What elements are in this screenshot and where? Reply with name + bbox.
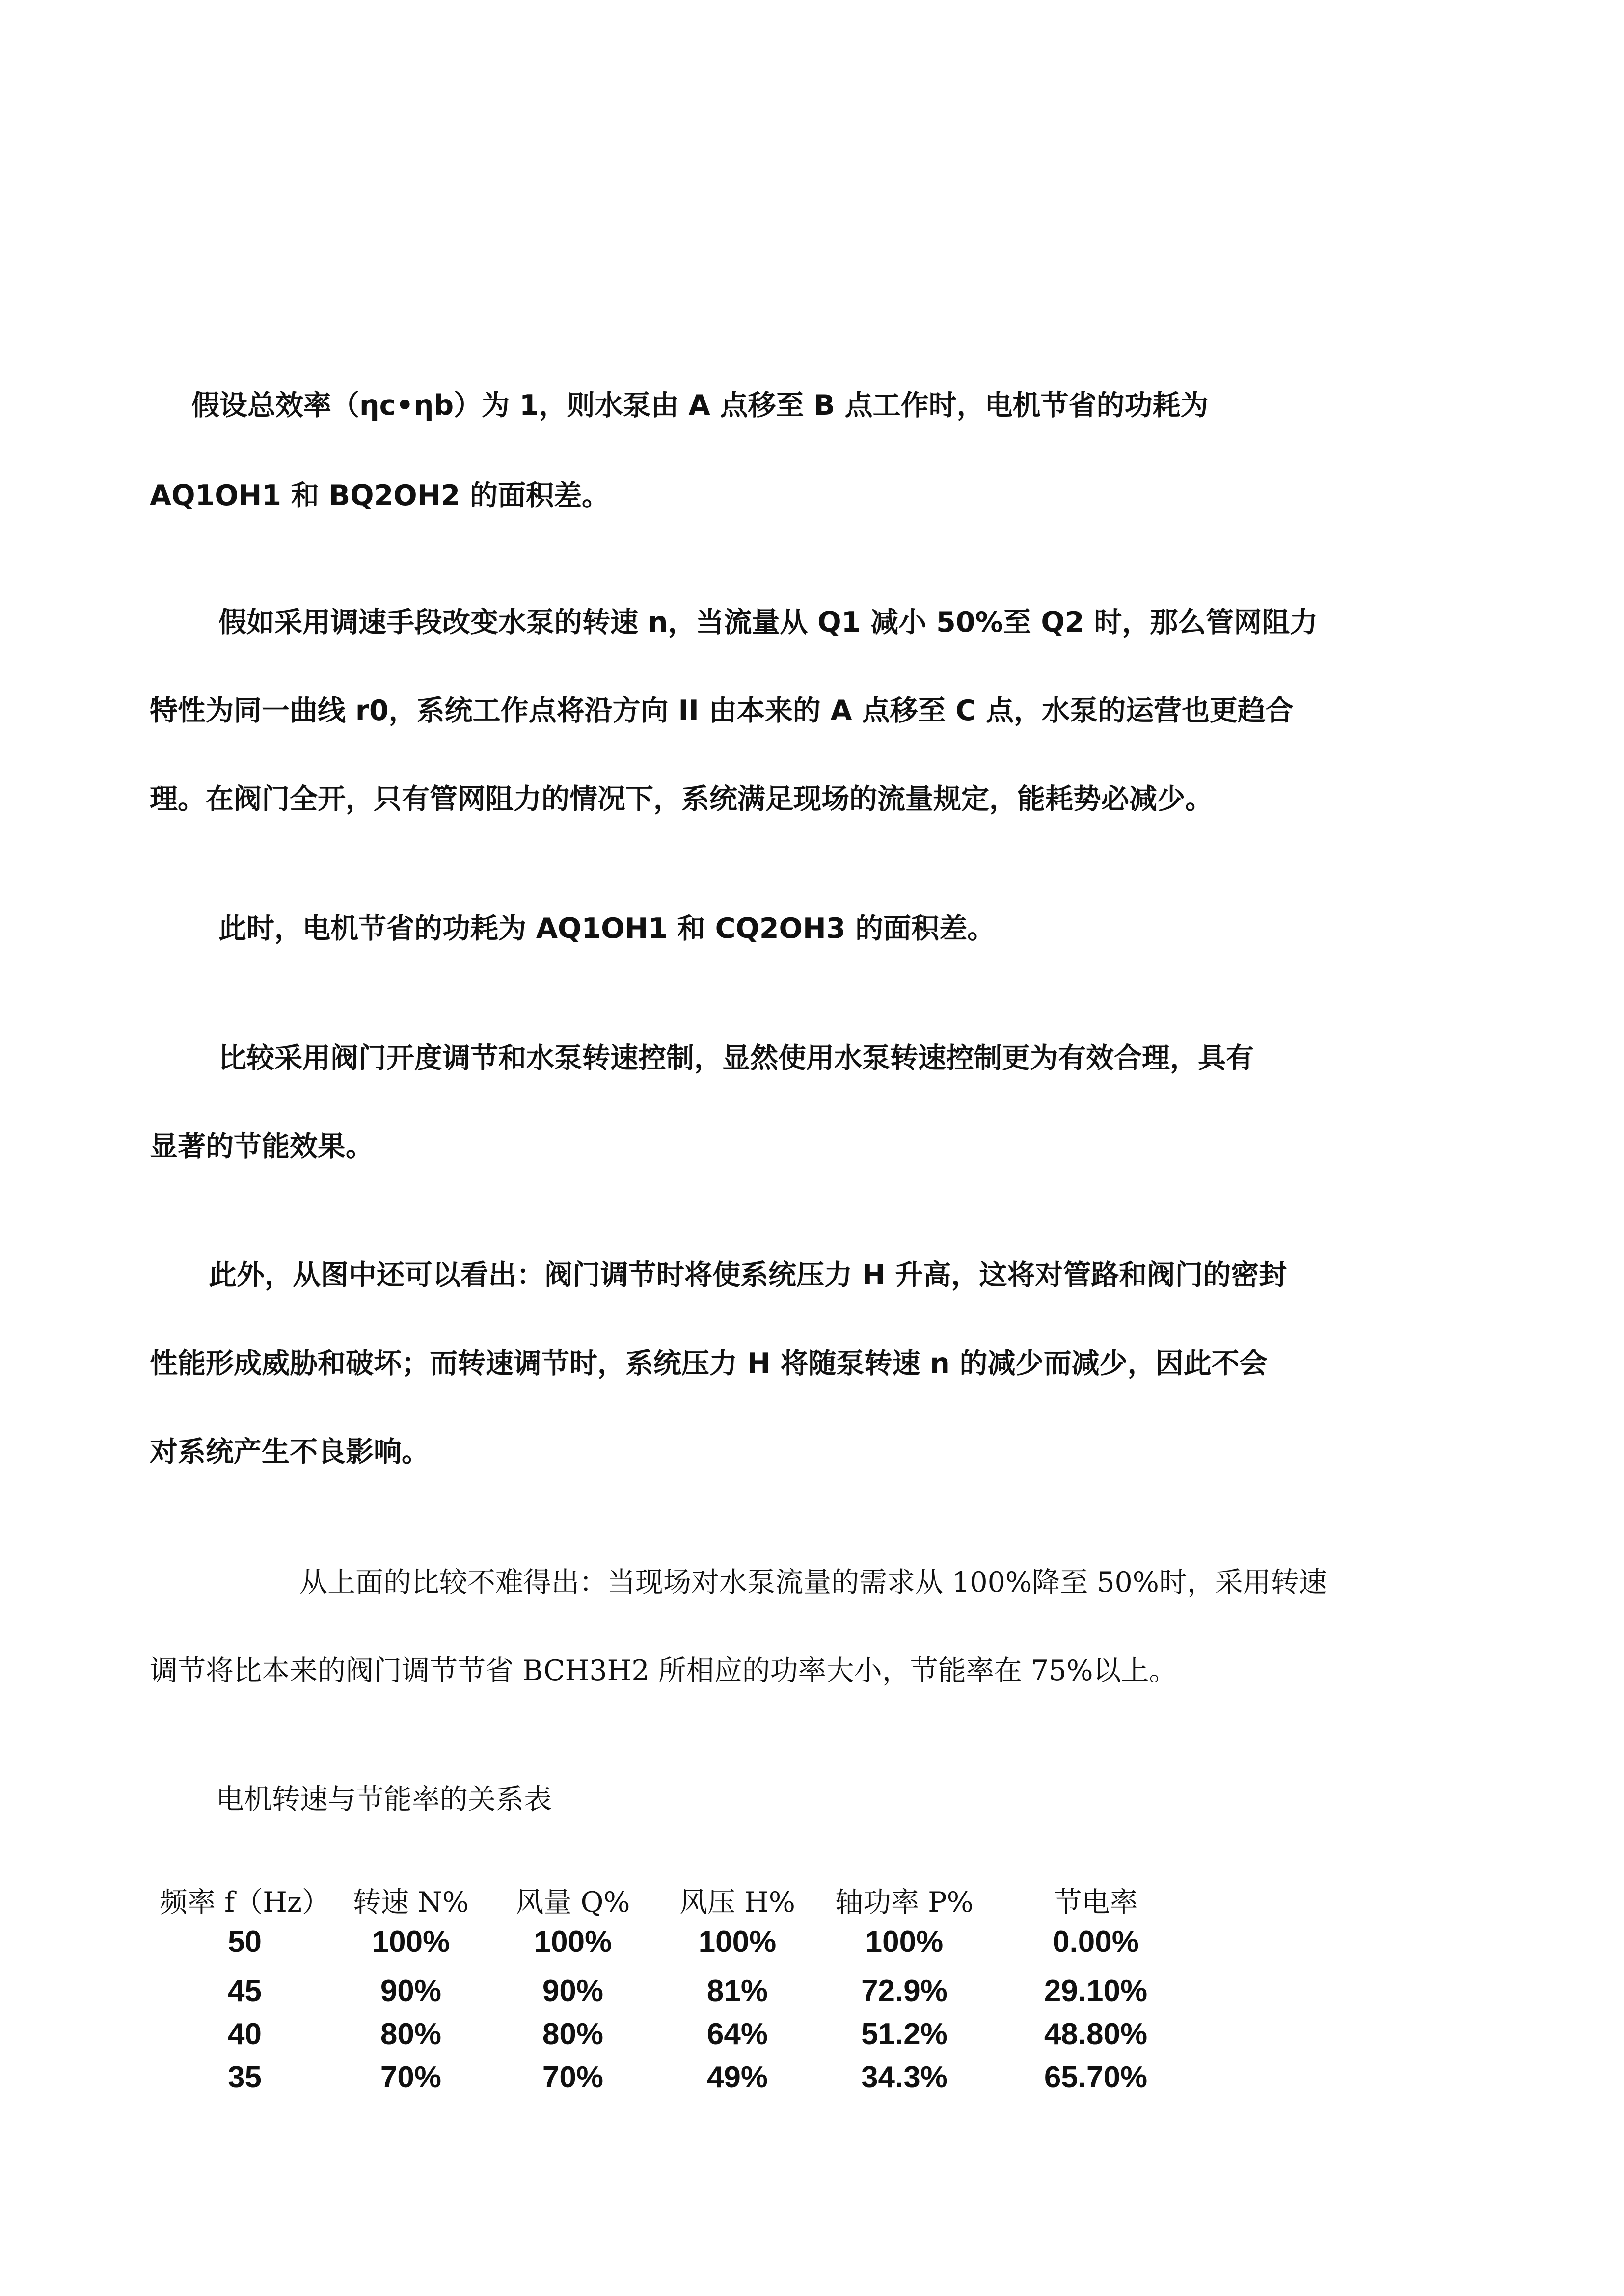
paragraph-1-line-1: 假设总效率（ηc•ηb）为 1，则水泵由 A 点移至 B 点工作时，电机节省的功耗为 bbox=[191, 389, 1209, 422]
header-shaft-power: 轴功率 P% bbox=[835, 1886, 974, 1919]
header-saving-rate: 节电率 bbox=[1054, 1886, 1138, 1919]
paragraph-6-line-1: 从上面的比较不难得出：当现场对水泵流量的需求从 100%降至 50%时，采用转速 bbox=[299, 1566, 1327, 1599]
table-cell: 64% bbox=[706, 2017, 768, 2051]
table-cell: 100% bbox=[865, 1924, 944, 1959]
table-cell: 80% bbox=[542, 2017, 604, 2051]
paragraph-4-line-2: 显著的节能效果。 bbox=[150, 1130, 374, 1163]
table-cell: 50 bbox=[228, 1924, 262, 1959]
paragraph-5-line-3: 对系统产生不良影响。 bbox=[150, 1436, 430, 1468]
table-cell: 35 bbox=[228, 2060, 262, 2094]
paragraph-5-line-1: 此外，从图中还可以看出：阀门调节时将使系统压力 H 升高，这将对管路和阀门的密封 bbox=[209, 1259, 1287, 1291]
paragraph-5-line-2: 性能形成威胁和破坏；而转速调节时，系统压力 H 将随泵转速 n 的减少而减少，因此不会 bbox=[150, 1347, 1268, 1380]
table-cell: 40 bbox=[228, 2017, 262, 2051]
table-cell: 0.00% bbox=[1053, 1924, 1139, 1959]
speed-savings-table bbox=[160, 1880, 1204, 2099]
table-row bbox=[160, 2056, 1204, 2099]
table-header-row bbox=[160, 1880, 1204, 1920]
table-row bbox=[160, 2012, 1204, 2056]
table-cell: 90% bbox=[380, 1974, 442, 2008]
table-cell: 48.80% bbox=[1044, 2017, 1148, 2051]
table-cell: 80% bbox=[380, 2017, 442, 2051]
header-frequency: 频率 f（Hz） bbox=[160, 1886, 330, 1919]
table-cell: 65.70% bbox=[1044, 2060, 1148, 2094]
paragraph-6-line-2: 调节将比本来的阀门调节节省 BCH3H2 所相应的功率大小，节能率在 75%以上。 bbox=[150, 1655, 1177, 1687]
table-cell: 90% bbox=[542, 1974, 604, 2008]
table-cell: 100% bbox=[698, 1924, 777, 1959]
table-cell: 34.3% bbox=[861, 2060, 947, 2094]
paragraph-2-line-2: 特性为同一曲线 r0，系统工作点将沿方向 II 由本来的 A 点移至 C 点，水泵的运营也更趋合 bbox=[150, 694, 1294, 727]
table-row bbox=[160, 1963, 1204, 2012]
table-cell: 70% bbox=[380, 2060, 442, 2094]
table-cell: 51.2% bbox=[861, 2017, 947, 2051]
table-cell: 81% bbox=[706, 1974, 768, 2008]
table-cell: 72.9% bbox=[861, 1974, 947, 2008]
table-cell: 45 bbox=[228, 1974, 262, 2008]
paragraph-2-line-3: 理。在阀门全开，只有管网阻力的情况下，系统满足现场的流量规定，能耗势必减少。 bbox=[150, 783, 1213, 815]
table-cell: 100% bbox=[372, 1924, 450, 1959]
table-cell: 100% bbox=[534, 1924, 612, 1959]
table-cell: 70% bbox=[542, 2060, 604, 2094]
paragraph-1-line-2: AQ1OH1 和 BQ2OH2 的面积差。 bbox=[150, 480, 610, 512]
table-title: 电机转速与节能率的关系表 bbox=[216, 1783, 552, 1815]
header-flow: 风量 Q% bbox=[515, 1886, 630, 1919]
table-cell: 29.10% bbox=[1044, 1974, 1148, 2008]
paragraph-2-line-1: 假如采用调速手段改变水泵的转速 n，当流量从 Q1 减小 50%至 Q2 时，那么管网阻力 bbox=[218, 606, 1318, 639]
header-pressure: 风压 H% bbox=[679, 1886, 795, 1919]
paragraph-3-line-1: 此时，电机节省的功耗为 AQ1OH1 和 CQ2OH3 的面积差。 bbox=[218, 912, 996, 945]
header-speed: 转速 N% bbox=[352, 1886, 469, 1919]
table-cell: 49% bbox=[706, 2060, 768, 2094]
table-row bbox=[160, 1920, 1204, 1963]
paragraph-4-line-1: 比较采用阀门开度调节和水泵转速控制，显然使用水泵转速控制更为有效合理，具有 bbox=[218, 1042, 1254, 1074]
